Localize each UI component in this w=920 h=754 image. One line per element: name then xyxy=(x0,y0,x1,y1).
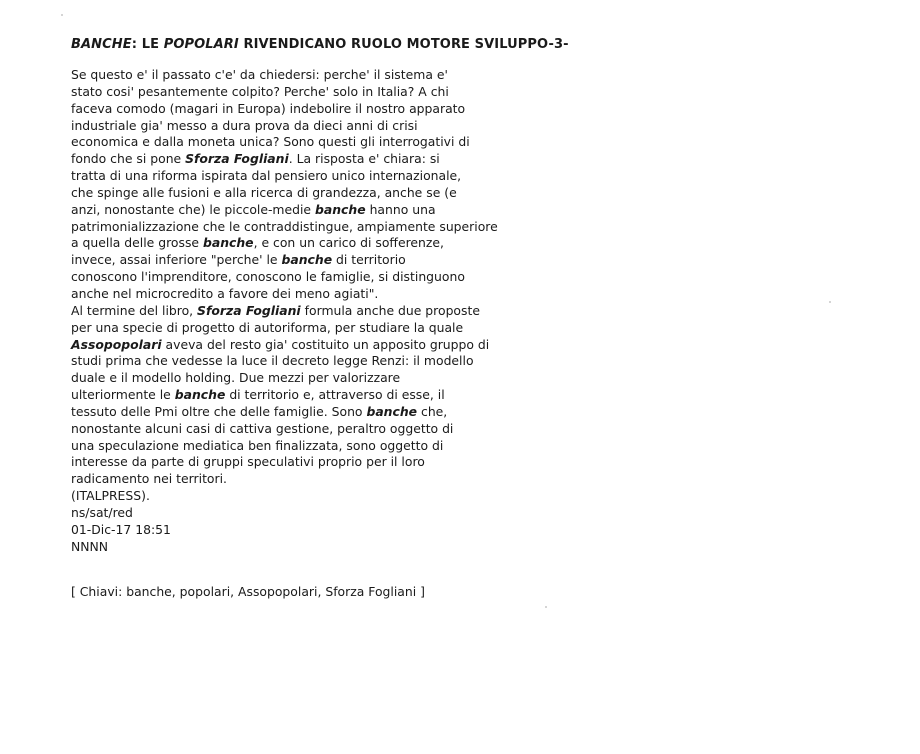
headline xyxy=(71,37,569,52)
body-line: duale e il modello holding. Due mezzi per valorizzare xyxy=(71,370,401,386)
text-segment: a quella delle grosse xyxy=(71,235,203,251)
body-line: tratta di una riforma ispirata dal pensiero unico internazionale, xyxy=(71,168,462,184)
body-line xyxy=(71,404,511,421)
body-line xyxy=(71,337,511,354)
keyword-highlight: banche xyxy=(315,201,366,217)
editor-codes: ns/sat/red xyxy=(71,504,133,520)
body-line xyxy=(71,151,511,168)
keyword-highlight: banche xyxy=(366,403,418,419)
body-line: studi prima che vedesse la luce il decreto legge Renzi: il modello xyxy=(71,353,474,369)
body-line: una speculazione mediatica ben finalizzata, sono oggetto di xyxy=(71,437,444,453)
text-segment: Al termine del libro, xyxy=(71,302,198,318)
body-line: interesse da parte di gruppi speculativi proprio per il loro xyxy=(71,454,425,470)
timestamp: 01-Dic-17 18:51 xyxy=(71,521,171,537)
text-segment: formula anche due proposte xyxy=(300,302,480,318)
source-line: (ITALPRESS). xyxy=(71,488,150,504)
text-segment: che, xyxy=(417,403,448,419)
scan-speck xyxy=(545,606,547,608)
body-line xyxy=(71,303,511,320)
text-segment: invece, assai inferiore "perche' le xyxy=(71,252,282,268)
article-body xyxy=(71,67,511,555)
body-line: stato cosi' pesantemente colpito? Perche' solo in Italia? A chi xyxy=(71,83,449,99)
body-line xyxy=(71,235,511,252)
end-marker: NNNN xyxy=(71,538,109,554)
keyword-highlight: Sforza Fogliani xyxy=(185,151,289,167)
text-segment: anzi, nonostante che) le piccole-medie xyxy=(71,201,315,217)
body-line: economica e dalla moneta unica? Sono questi gli interrogativi di xyxy=(71,134,470,150)
body-line xyxy=(71,202,511,219)
scan-speck xyxy=(61,14,63,16)
text-segment: aveva del resto gia' costituito un apposito gruppo di xyxy=(161,336,490,352)
keyword-highlight: banche xyxy=(202,235,254,251)
text-segment: fondo che si pone xyxy=(71,151,186,167)
body-line: industriale gia' messo a dura prova da dieci anni di crisi xyxy=(71,117,418,133)
text-segment: tessuto delle Pmi oltre che delle famiglie. Sono xyxy=(71,403,367,419)
headline-keyword: BANCHE xyxy=(71,37,132,52)
text-segment: hanno una xyxy=(365,201,436,217)
headline-separator: : LE xyxy=(131,37,164,52)
headline-keyword-popolari: POPOLARI xyxy=(163,37,239,52)
keyword-highlight: banche xyxy=(174,387,226,403)
text-segment: di territorio e, attraverso di esse, il xyxy=(225,387,445,403)
text-segment: . La risposta e' chiara: si xyxy=(288,151,440,167)
keyword-highlight: Sforza Fogliani xyxy=(197,302,301,318)
body-line: patrimonializzazione che le contraddistingue, ampiamente superiore xyxy=(71,218,498,234)
body-line: conoscono l'imprenditore, conoscono le famiglie, si distinguono xyxy=(71,269,465,285)
body-line: Se questo e' il passato c'e' da chiedersi: perche' il sistema e' xyxy=(71,67,448,82)
keyword-highlight: Assopopolari xyxy=(71,336,162,352)
body-line: che spinge alle fusioni e alla ricerca di grandezza, anche se (e xyxy=(71,184,457,200)
keywords-line: [ Chiavi: banche, popolari, Assopopolari, Sforza Fogliani ] xyxy=(71,584,425,599)
text-segment: di territorio xyxy=(332,252,406,268)
body-line: faceva comodo (magari in Europa) indebolire il nostro apparato xyxy=(71,100,466,116)
body-line xyxy=(71,387,511,404)
body-line: nonostante alcuni casi di cattiva gestione, peraltro oggetto di xyxy=(71,420,454,436)
headline-rest: RIVENDICANO RUOLO MOTORE SVILUPPO-3- xyxy=(238,37,569,52)
text-segment: , e con un carico di sofferenze, xyxy=(253,235,444,251)
keyword-highlight: banche xyxy=(281,252,333,268)
body-line xyxy=(71,252,511,269)
body-line: radicamento nei territori. xyxy=(71,471,227,487)
body-line: per una specie di progetto di autoriforma, per studiare la quale xyxy=(71,319,464,335)
scan-speck xyxy=(829,301,831,303)
text-segment: ulteriormente le xyxy=(71,387,175,403)
body-line: anche nel microcredito a favore dei meno agiati". xyxy=(71,285,379,301)
